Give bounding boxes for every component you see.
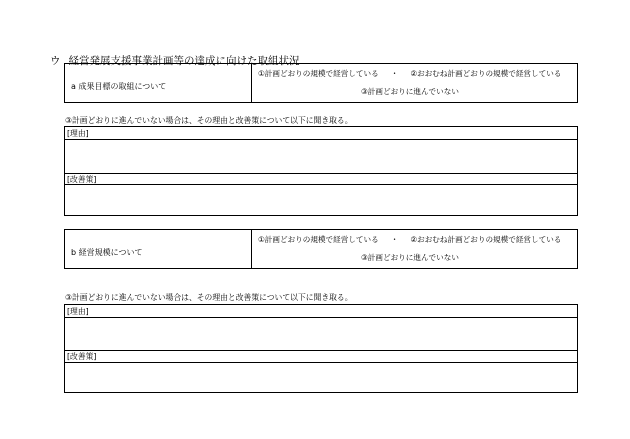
options-row-b	[258, 234, 561, 245]
improve-divider-top-b	[65, 350, 577, 351]
reason-label-a: [理由]	[67, 129, 89, 138]
improve-label-a: [改善策]	[67, 175, 97, 184]
instruction-note-b: ③計画どおりに進んでいない場合は、その理由と改善策について以下に聞き取る。	[65, 293, 353, 302]
answer-box-b	[64, 304, 578, 393]
improve-field-b[interactable]	[65, 363, 577, 392]
instruction-note-a: ③計画どおりに進んでいない場合は、その理由と改善策について以下に聞き取る。	[65, 116, 353, 125]
option-1-a[interactable]: ①計画どおりの規模で経営している	[258, 69, 379, 78]
section-mark: ウ	[50, 55, 61, 67]
option-3-b[interactable]: ③計画どおりに進んでいない	[361, 253, 459, 262]
option-3-a[interactable]: ③計画どおりに進んでいない	[361, 87, 459, 96]
option-2-a[interactable]: ②おおむね計画どおりの規模で経営している	[410, 69, 562, 78]
question-box-b	[64, 229, 578, 269]
improve-divider-top-a	[65, 173, 577, 174]
option-2-b[interactable]: ②おおむね計画どおりの規模で経営している	[410, 235, 562, 244]
option-separator-b: ・	[390, 235, 399, 244]
section-title-text: 経営発展支援事業計画等の達成に向けた取組状況	[68, 55, 300, 67]
question-box-a	[64, 63, 578, 103]
question-label-b: b 経営規模について	[65, 230, 252, 268]
reason-field-b[interactable]	[65, 318, 577, 350]
option-separator-a: ・	[390, 69, 399, 78]
options-row-a	[258, 68, 561, 79]
answer-box-a	[64, 126, 578, 216]
improve-label-b: [改善策]	[67, 352, 97, 361]
reason-label-b: [理由]	[67, 307, 89, 316]
option-1-b[interactable]: ①計画どおりの規模で経営している	[258, 235, 379, 244]
improve-field-a[interactable]	[65, 185, 577, 215]
question-label-a: a 成果目標の取組について	[65, 64, 252, 102]
reason-field-a[interactable]	[65, 140, 577, 173]
